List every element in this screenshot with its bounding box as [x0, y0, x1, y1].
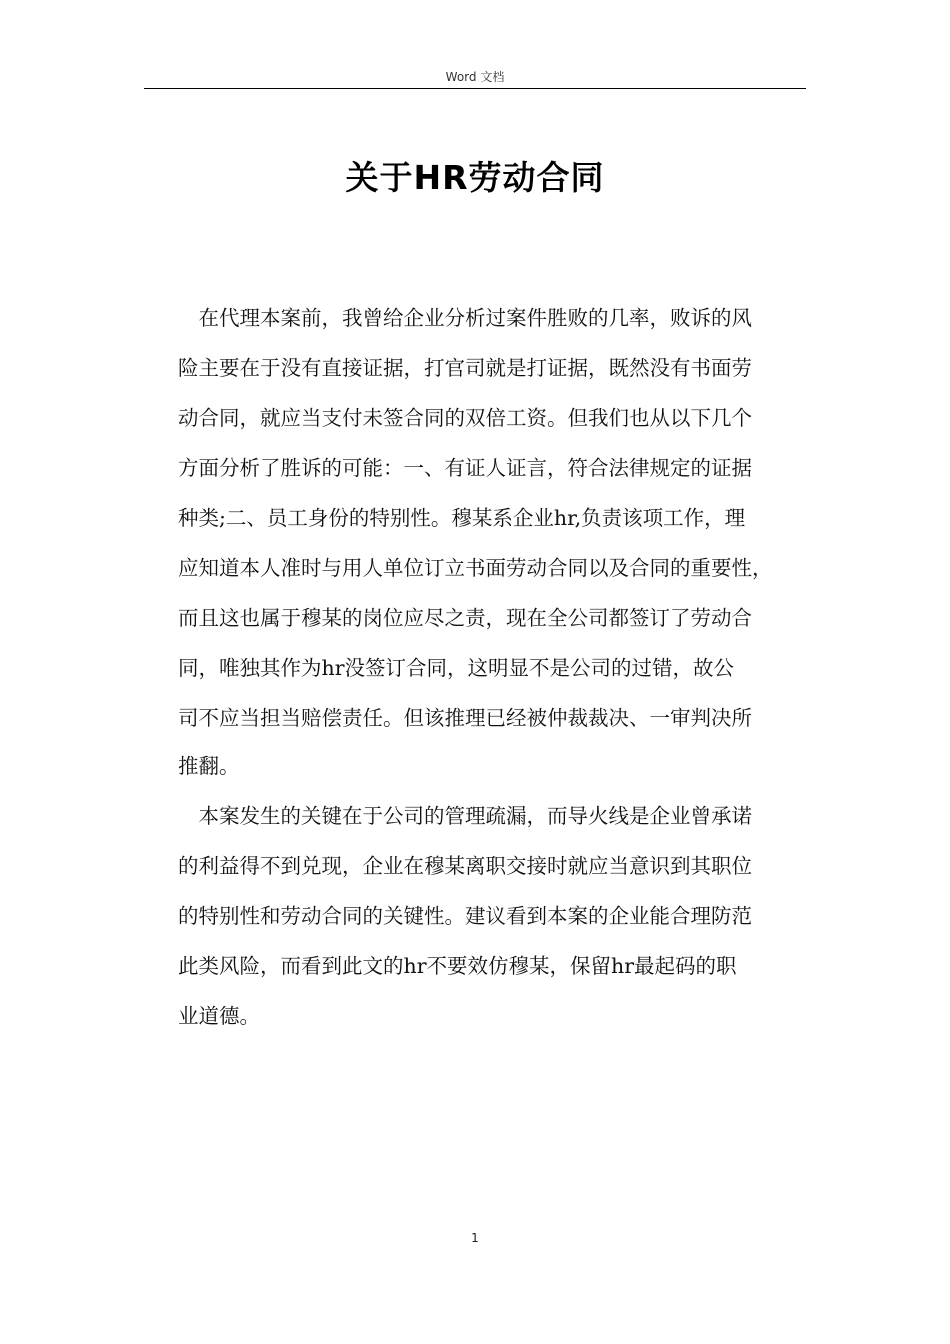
body-line: 此类风险，而看到此文的hr不要效仿穆某，保留hr最起码的职 — [178, 954, 737, 978]
body-line: 方面分析了胜诉的可能：一、有证人证言，符合法律规定的证据 — [178, 456, 752, 480]
body-line: 种类;二、员工身份的特别性。穆某系企业hr,负责该项工作，理 — [178, 506, 746, 530]
body-line: 动合同，就应当支付未签合同的双倍工资。但我们也从以下几个 — [178, 406, 752, 430]
body-line: 险主要在于没有直接证据，打官司就是打证据，既然没有书面劳 — [178, 356, 752, 380]
body-line: 推翻。 — [178, 754, 240, 778]
body-line: 在代理本案前，我曾给企业分析过案件胜败的几率，败诉的风 — [178, 306, 752, 330]
body-line: 应知道本人准时与用人单位订立书面劳动合同以及合同的重要性， — [178, 556, 773, 580]
body-line: 的利益得不到兑现，企业在穆某离职交接时就应当意识到其职位 — [178, 854, 752, 878]
body-line: 而且这也属于穆某的岗位应尽之责，现在全公司都签订了劳动合 — [178, 606, 752, 630]
body-line: 的特别性和劳动合同的关键性。建议看到本案的企业能合理防范 — [178, 904, 752, 928]
page-number: 1 — [471, 1231, 479, 1245]
body-line: 业道德。 — [178, 1004, 260, 1028]
body-line: 同，唯独其作为hr没签订合同，这明显不是公司的过错，故公 — [178, 656, 735, 680]
body-line: 司不应当担当赔偿责任。但该推理已经被仲裁裁决、一审判决所 — [178, 706, 752, 730]
header-divider — [144, 88, 806, 89]
header-label: Word 文档 — [445, 70, 505, 84]
document-title: 关于HR劳动合同 — [345, 158, 605, 197]
body-line: 本案发生的关键在于公司的管理疏漏，而导火线是企业曾承诺 — [178, 804, 752, 828]
